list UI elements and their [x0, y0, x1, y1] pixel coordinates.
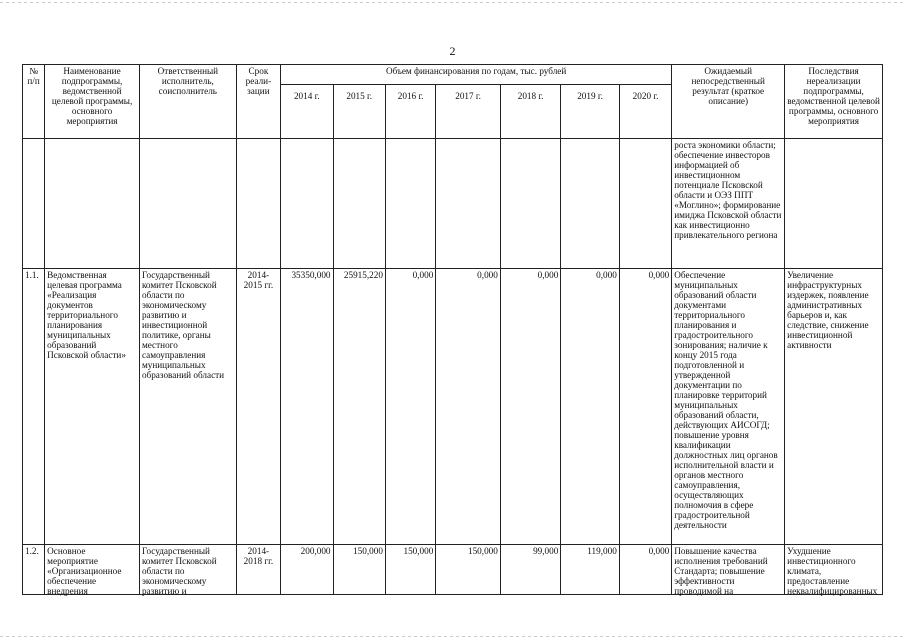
year-2015: 2015 г. — [333, 85, 385, 139]
cell-empty — [236, 139, 280, 269]
row-result: Обеспечение муниципальных образований области документами территориального планирования и градостроительного зонирования; наличие к концу 2015 года подготовленной и утвержденной документации по планировке территорий муниципальных образований области, действующих АИСОГД; повышение уровня квалификации должностных лиц органов исполнительной власти и органов местного самоуправления, осуществляющих полномочия в сфере градостроительной деятельности — [672, 269, 785, 545]
header-funding: Объем финансирования по годам, тыс. рублей — [281, 65, 672, 85]
header-consequences: Последствия нереализации подпрограммы, ведомственной целевой программы, основного мероприятия — [785, 65, 883, 139]
header-no: № п/п — [23, 65, 45, 139]
value-2014: 35350,000 — [281, 269, 333, 545]
cell-empty — [385, 139, 435, 269]
row-term: 2014-2015 гг. — [236, 269, 280, 545]
year-2020: 2020 г. — [619, 85, 671, 139]
year-2016: 2016 г. — [385, 85, 435, 139]
value-2017: 0,000 — [436, 269, 501, 545]
row-number-text: 1.2. — [25, 546, 39, 556]
financing-table — [22, 64, 883, 595]
year-2018: 2018 г. — [500, 85, 560, 139]
year-2017: 2017 г. — [436, 85, 501, 139]
value-2020: 0,000 — [619, 545, 671, 595]
value-2018: 0,000 — [500, 269, 560, 545]
value-2016: 0,000 — [385, 269, 435, 545]
table-row — [23, 269, 883, 545]
row-executor — [139, 545, 236, 595]
row-consequences — [785, 545, 883, 595]
value-2020: 0,000 — [619, 269, 671, 545]
value-2015: 150,000 — [333, 545, 385, 595]
value-2018: 99,000 — [500, 545, 560, 595]
header-result: Ожидаемый непосредственный результат (краткое описание) — [672, 65, 785, 139]
row-term — [236, 545, 280, 595]
row-result — [672, 545, 785, 595]
row-name — [45, 545, 140, 595]
row-name-text: Основное мероприятие «Организационное обеспечение внедрения — [47, 546, 122, 596]
value-2019: 0,000 — [561, 269, 619, 545]
row-consequences-text: Ухудшение инвестиционного климата, предоставление неквалифицированных — [787, 546, 878, 596]
scan-edge-bottom — [0, 636, 905, 637]
header-term: Срок реали-зации — [236, 65, 280, 139]
year-2019: 2019 г. — [561, 85, 619, 139]
continuation-row — [23, 139, 883, 269]
page-number: 2 — [449, 44, 456, 58]
cell-empty — [23, 139, 45, 269]
row-consequences: Увеличение инфраструктурных издержек, появление административных барьеров и, как следствие, снижение инвестиционной активности — [785, 269, 883, 545]
cell-empty — [785, 139, 883, 269]
row-term-text: 2014-2018 гг. — [243, 546, 274, 566]
row-number — [23, 545, 45, 595]
value-2015: 25915,220 — [333, 269, 385, 545]
value-2019: 119,000 — [561, 545, 619, 595]
row-result-text: Повышение качества исполнения требований Стандарта; повышение эффективности проводимой на — [674, 546, 768, 596]
value-2017: 150,000 — [436, 545, 501, 595]
cell-empty — [139, 139, 236, 269]
value-2014: 200,000 — [281, 545, 333, 595]
row-executor-text: Государственный комитет Псковской области по экономическому развитию и — [141, 546, 217, 596]
year-2014: 2014 г. — [281, 85, 333, 139]
row-number: 1.1. — [23, 269, 45, 545]
header-name: Наименование подпрограммы, ведомственной целевой программы, основного мероприятия — [45, 65, 140, 139]
continuation-result: роста экономики области; обеспечение инвесторов информацией об инвестиционном потенциале Псковской области и ОЭЗ ППТ «Моглино»; формирование имиджа Псковской области как инвестиционно привлекательного региона — [672, 139, 785, 269]
cell-empty — [561, 139, 619, 269]
cell-empty — [500, 139, 560, 269]
cell-empty — [281, 139, 333, 269]
table-row — [23, 545, 883, 595]
row-executor: Государственный комитет Псковской области по экономическому развитию и инвестиционной политике, органы местного самоуправления муниципальных образований области — [139, 269, 236, 545]
scan-edge-top — [0, 2, 905, 3]
row-name: Ведомственная целевая программа «Реализация документов территориального планирования муниципальных образований Псковской области» — [45, 269, 140, 545]
header-executor: Ответственный исполнитель, соисполнитель — [139, 65, 236, 139]
cell-empty — [333, 139, 385, 269]
cell-empty — [45, 139, 140, 269]
header-row — [23, 65, 883, 85]
value-2016: 150,000 — [385, 545, 435, 595]
cell-empty — [436, 139, 501, 269]
cell-empty — [619, 139, 671, 269]
